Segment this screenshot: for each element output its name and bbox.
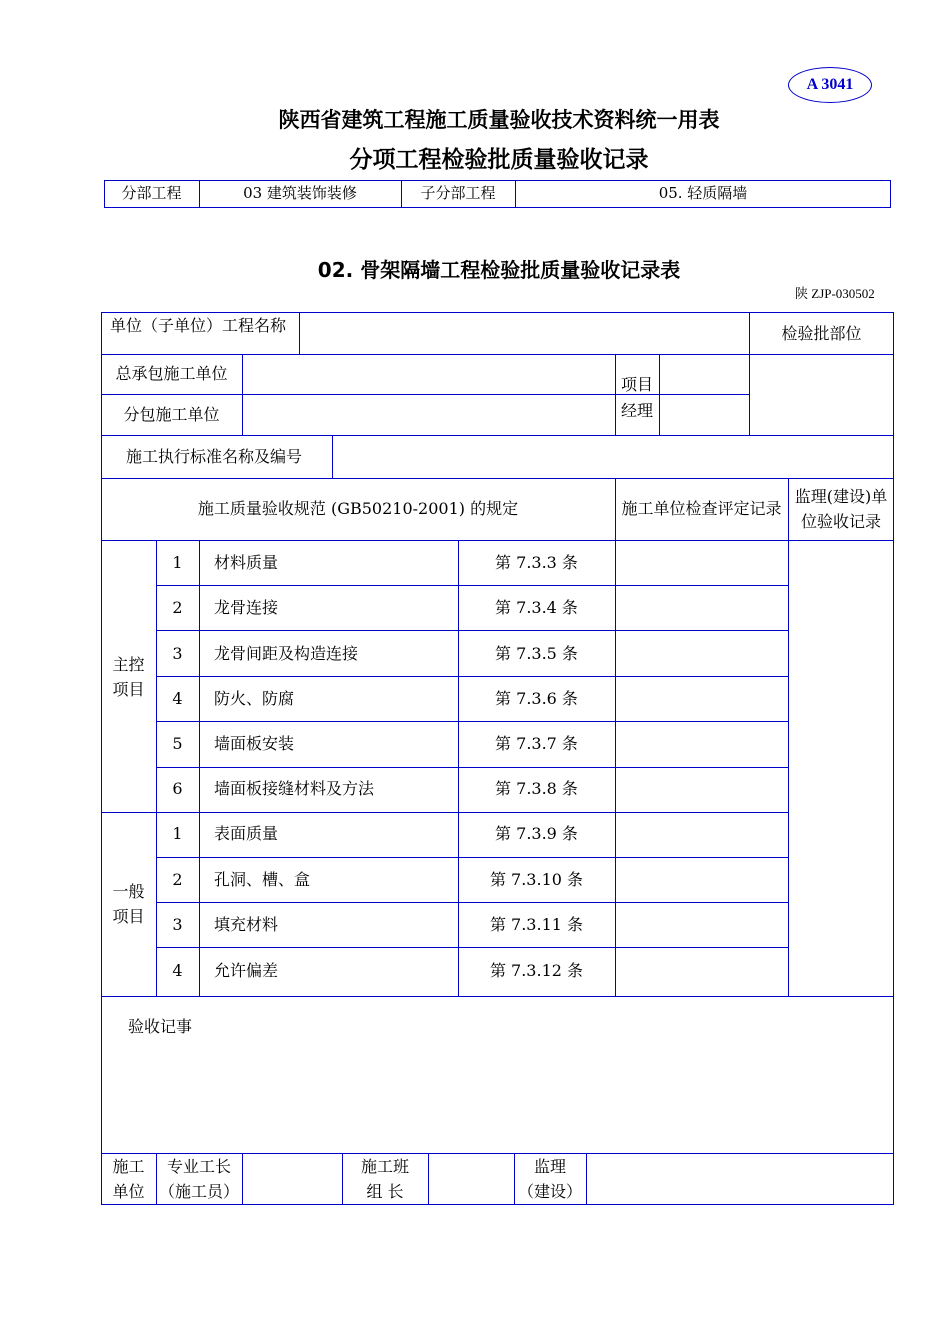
subcontractor-label: 分包施工单位 — [123, 405, 220, 424]
item-name: 龙骨间距及构造连接 — [214, 644, 359, 663]
foreman-label: 专业工长 （施工员） — [158, 1157, 239, 1201]
item-clause: 第 7.3.8 条 — [495, 779, 578, 798]
item-no: 2 — [172, 598, 183, 617]
batch-location-label: 检验批部位 — [781, 324, 862, 343]
item-name: 墙面板安装 — [214, 734, 295, 753]
item-clause: 第 7.3.11 条 — [489, 915, 584, 934]
general-items-label: 一般 项目 — [112, 882, 145, 926]
inspection-table — [101, 312, 894, 1205]
item-no: 2 — [172, 870, 183, 889]
page-title: 陕西省建筑工程施工质量验收技术资料统一用表 — [278, 108, 720, 132]
item-clause: 第 7.3.4 条 — [495, 598, 578, 617]
item-name: 允许偏差 — [214, 961, 279, 980]
item-clause: 第 7.3.3 条 — [495, 553, 578, 572]
item-no: 1 — [172, 553, 183, 572]
item-no: 4 — [172, 961, 183, 980]
item-clause: 第 7.3.10 条 — [489, 870, 584, 889]
item-clause: 第 7.3.7 条 — [495, 734, 578, 753]
item-clause: 第 7.3.9 条 — [495, 824, 578, 843]
item-no: 6 — [172, 779, 183, 798]
item-clause: 第 7.3.6 条 — [495, 689, 578, 708]
standard-label: 施工执行标准名称及编号 — [126, 447, 303, 466]
supervisor-acceptance-header: 监理(建设)单 位验收记录 — [794, 487, 888, 531]
form-title: 02. 骨架隔墙工程检验批质量验收记录表 — [317, 258, 681, 282]
item-no: 3 — [172, 915, 183, 934]
main-control-label: 主控 项目 — [112, 655, 145, 699]
item-name: 龙骨连接 — [214, 598, 279, 617]
acceptance-notes-label: 验收记事 — [128, 1017, 193, 1036]
contractor-check-header: 施工单位检查评定记录 — [621, 499, 782, 518]
team-leader-label: 施工班 组 长 — [360, 1157, 409, 1201]
project-manager-label: 项目 经理 — [620, 375, 653, 420]
project-name-label: 单位（子单位）工程名称 — [110, 316, 287, 335]
item-no: 5 — [172, 734, 183, 753]
general-contractor-label: 总承包施工单位 — [115, 364, 228, 383]
subdivision-value: 05. 轻质隔墙 — [658, 184, 748, 202]
supervisor-signature-label: 监理 （建设） — [517, 1157, 582, 1201]
item-clause: 第 7.3.12 条 — [489, 961, 584, 980]
item-name: 防火、防腐 — [214, 689, 295, 708]
spec-column-header: 施工质量验收规范 (GB50210-2001) 的规定 — [197, 499, 519, 518]
item-no: 3 — [172, 644, 183, 663]
item-no: 1 — [172, 824, 183, 843]
form-code: 陕 ZJP-030502 — [795, 286, 875, 301]
item-name: 材料质量 — [214, 553, 279, 572]
item-name: 表面质量 — [214, 824, 279, 843]
subdivision-label: 子分部工程 — [420, 184, 496, 202]
item-clause: 第 7.3.5 条 — [495, 644, 578, 663]
form-number-badge: A 3041 — [788, 67, 872, 103]
item-name: 墙面板接缝材料及方法 — [214, 779, 375, 798]
item-no: 4 — [172, 689, 183, 708]
item-name: 填充材料 — [214, 915, 279, 934]
division-label: 分部工程 — [121, 184, 182, 202]
construction-unit-label: 施工 单位 — [112, 1157, 145, 1201]
page-subtitle: 分项工程检验批质量验收记录 — [349, 147, 649, 173]
item-name: 孔洞、槽、盒 — [214, 870, 311, 889]
division-value: 03 建筑装饰装修 — [243, 184, 357, 202]
